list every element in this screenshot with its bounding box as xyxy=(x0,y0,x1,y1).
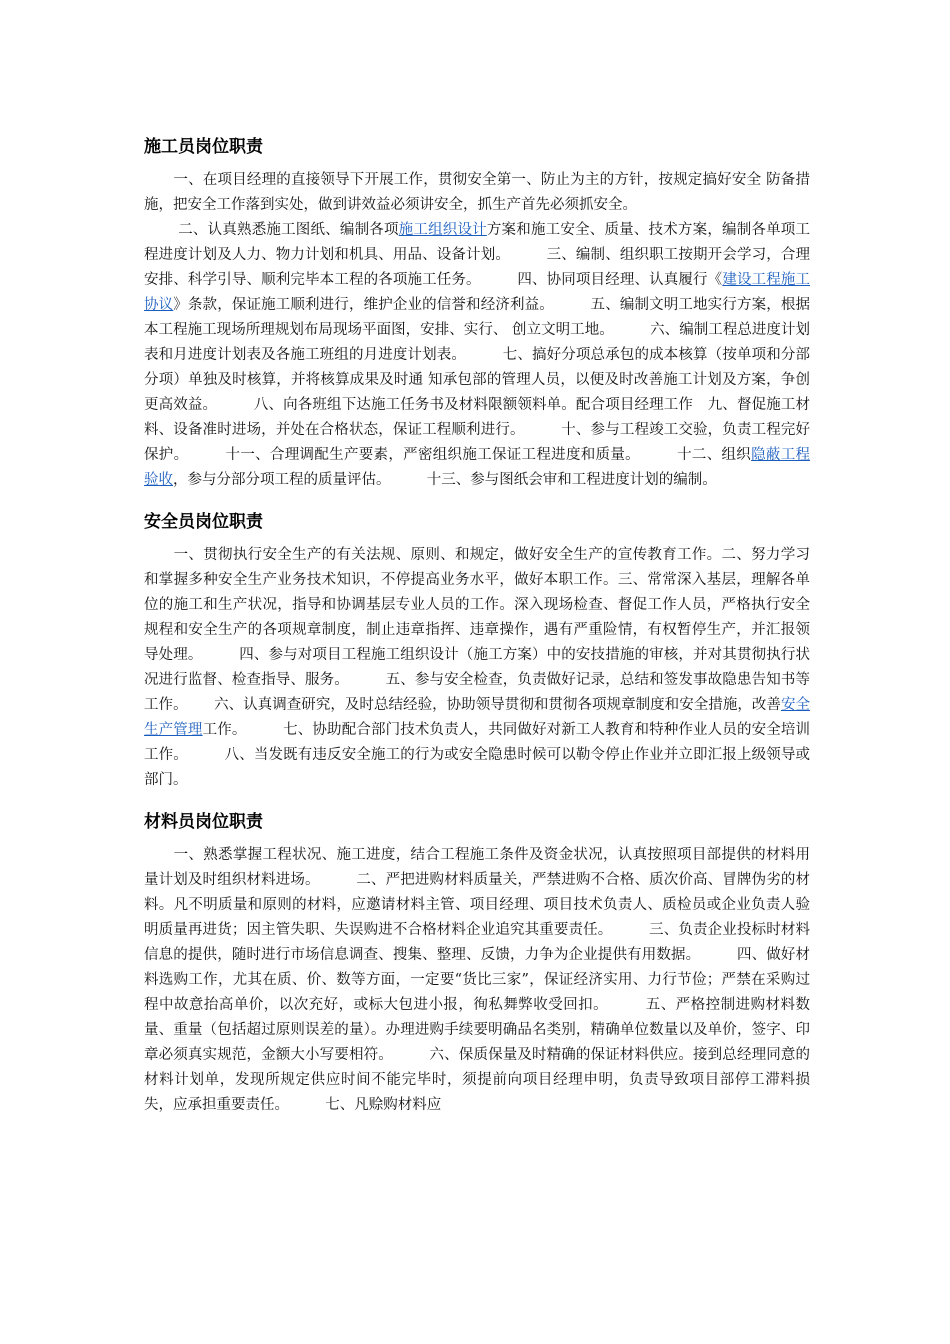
section-materials-officer xyxy=(144,809,810,1118)
concealed-works-link[interactable]: 隐蔽工程验收 xyxy=(144,447,811,488)
section-construction-worker xyxy=(144,134,810,493)
paragraph-text: 》条款，保证施工顺利进行，维护企业的信誉和经济利益。 五、编制文明工地实行方案，根据本工程施工现场所理规划布局现场平面图，安排、实行、 创立文明工地。 六、编制工程总进度计划表和月进度计划表及各施工班组的月进度计划表。 七、搞好分项总承包的成本核算（按单项和分部分项）单独及时核算，并将核算成果及时通 知承包部的管理人员，以便及时改善施工计划及方案，争创更高效益。 八、向各班组下达施工任务书及材料限额领料单。配合项目经理工作 九、督促施工材料、设备准时进场，并处在合格状态，保证工程顺利进行。 十、参与工程竣工交验，负责工程完好保护。 十一、合理调配生产要素，严密组织施工保证工程进度和质量。 十二、组织 xyxy=(144,297,810,463)
paragraph-text: 工作。 七、协助配合部门技术负责人，共同做好对新工人教育和特种作业人员的安全培训工作。 八、当发既有违反安全施工的行为或安全隐患时候可以勒令停止作业并立即汇报上级领导或部门。 xyxy=(144,722,811,788)
section-paragraph xyxy=(144,843,810,1118)
paragraph-text: 一、熟悉掌握工程状况、施工进度，结合工程施工条件及资金状况，认真按照项目部提供的材料用量计划及时组织材料进场。 二、严把进购材料质量关，严禁进购不合格、质次价高、冒牌伪劣的材料。凡不明质量和原则的材料，应邀请材料主管、项目经理、项目技术负责人、质检员或企业负责人验明质量再进货；因主管失职、失误购进不合格材料企业追究其重要责任。 三、负责企业投标时材料信息的提供，随时进行市场信息调查、搜集、整理、反馈，力争为企业提供有用数据。 四、做好材料选购工作，尤其在质、价、数等方面，一定要“货比三家”，保证经济实用、力行节俭；严禁在采购过程中故意抬高单价，以次充好，或标大包进小报，徇私舞弊收受回扣。 五、严格控制进购材料数量、重量（包括超过原则误差的量）。办理进购手续要明确品名类别，精确单位数量以及单价，签字、印章必须真实规范，金额大小写要相符。 六、保质保量及时精确的保证材料供应。接到总经理同意的材料计划单，发现所规定供应时间不能完毕时，须提前向项目经理申明，负责导致项目部停工滞料损失，应承担重要责任。 七、凡赊购材料应 xyxy=(144,847,810,1113)
paragraph-text: 一、在项目经理的直接领导下开展工作，贯彻安全第一、防止为主的方针，按规定搞好安全 防备措施，把安全工作落到实处，做到讲效益必须讲安全，抓生产首先必须抓安全。 xyxy=(144,172,810,213)
section-title: 安全员岗位职责 xyxy=(144,512,263,532)
construction-contract-link[interactable]: 建设工程施工协议 xyxy=(144,272,811,313)
section-safety-officer xyxy=(144,509,810,793)
paragraph-text: ，参与分部分项工程的质量评估。 十三、参与图纸会审和工程进度计划的编制。 xyxy=(173,472,717,488)
paragraph-text: 二、认真熟悉施工图纸、编制各项 xyxy=(144,222,399,238)
section-title: 施工员岗位职责 xyxy=(144,137,263,157)
section-title: 材料员岗位职责 xyxy=(144,812,263,832)
section-paragraph xyxy=(144,168,810,218)
construction-design-link[interactable]: 施工组织设计 xyxy=(398,222,487,238)
section-paragraph xyxy=(144,543,810,793)
safety-management-link[interactable]: 安全生产管理 xyxy=(144,697,811,738)
document-body xyxy=(144,134,810,1134)
paragraph-text: 方案和施工安全、质量、技术方案，编制各单项工程进度计划及人力、物力计划和机具、用品、设备计划。 三、编制、组织职工按期开会学习，合理安排、科学引导、顺利完毕本工程的各项施工任务。 四、协同项目经理、认真履行《 xyxy=(144,222,811,288)
paragraph-text: 一、贯彻执行安全生产的有关法规、原则、和规定，做好安全生产的宣传教育工作。二、努力学习和掌握多种安全生产业务技术知识，不停提高业务水平，做好本职工作。三、常常深入基层，理解各单位的施工和生产状况，指导和协调基层专业人员的工作。深入现场检查、督促工作人员，严格执行安全规程和安全生产的各项规章制度，制止违章指挥、违章操作，遇有严重险情，有权暂停生产，并汇报领导处理。 四、参与对项目工程施工组织设计（施工方案）中的安技措施的审核，并对其贯彻执行状况进行监督、检查指导、服务。 五、参与安全检查，负责做好记录，总结和签发事故隐患告知书等工作。 六、认真调查研究，及时总结经验，协助领导贯彻和贯彻各项规章制度和安全措施，改善 xyxy=(144,547,810,713)
section-paragraph xyxy=(144,218,810,493)
